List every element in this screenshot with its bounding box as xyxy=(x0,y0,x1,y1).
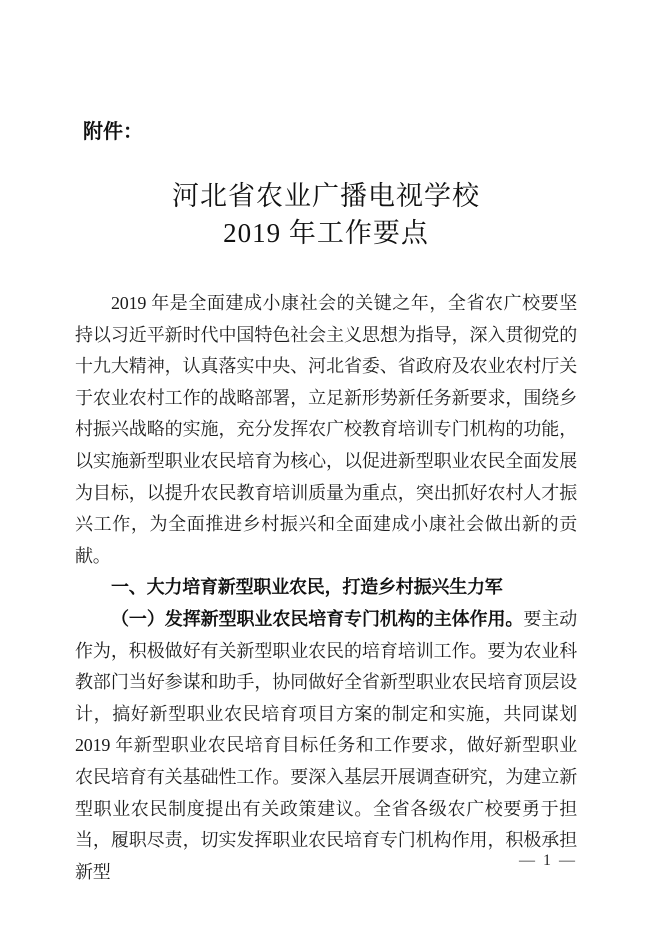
document-body xyxy=(75,288,577,888)
section-1-paragraph xyxy=(75,604,577,888)
intro-paragraph: 2019 年是全面建成小康社会的关键之年，全省农广校要坚持以习近平新时代中国特色社会主义思想为指导，深入贯彻党的十九大精神，认真落实中央、河北省委、省政府及农业农村厅关于农业农村工作的战略部署，立足新形势新任务新要求，围绕乡村振兴战略的实施，充分发挥农广校教育培训专门机构的功能，以实施新型职业农民培育为核心，以促进新型职业农民全面发展为目标，以提升农民教育培训质量为重点，突出抓好农村人才振兴工作，为全面推进乡村振兴和全面建成小康社会做出新的贡献。 xyxy=(75,293,577,566)
attachment-label: 附件： xyxy=(83,121,143,143)
document-title-block xyxy=(75,178,577,252)
section-1-heading: 一、大力培育新型职业农民，打造乡村振兴生力军 xyxy=(111,577,503,598)
section-1-lead: （一）发挥新型职业农民培育专门机构的主体作用。 xyxy=(111,608,524,629)
document-title: 河北省农业广播电视学校 xyxy=(172,181,480,211)
document-subtitle: 2019 年工作要点 xyxy=(223,218,429,248)
section-1-text: 要主动作为，积极做好有关新型职业农民的培育培训工作。要为农业科教部门当好参谋和助手，协同做好全省新型职业农民培育顶层设计，搞好新型职业农民培育项目方案的制定和实施，共同谋划 2019 年新型职业农民培育目标任务和工作要求，做好新型职业农民培育有关基础性工作。要深入基层开展调查研究，为建立新型职业农民制度提出有关政策建议。全省各级农广校要勇于担当，履职尽责，切实发挥职业农民培育专门机构作用，积极承担新型 xyxy=(75,608,577,882)
page-number: — 1 — xyxy=(519,852,577,869)
